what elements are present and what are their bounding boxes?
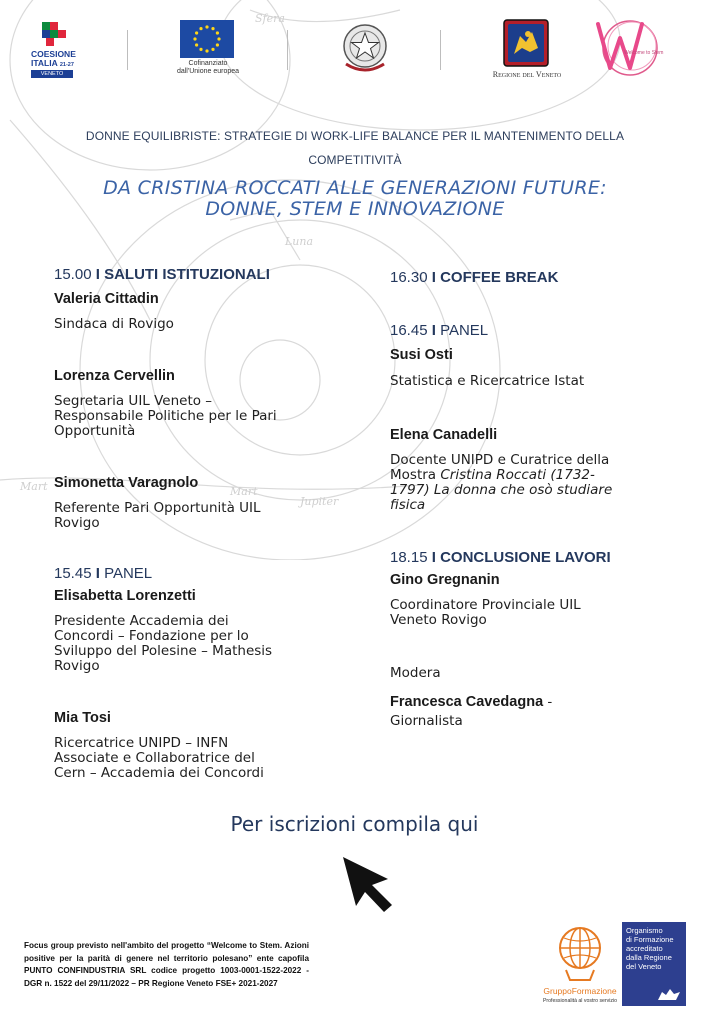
accredit-line: del Veneto xyxy=(626,962,662,971)
speaker-role: Sindaca di Rovigo xyxy=(54,316,174,332)
speaker-role: Giornalista xyxy=(390,713,463,729)
project-note: Focus group previsto nell'ambito del progetto “Welcome to Stem. Azioni positive per la parità di genere nel territorio polesano” ente capofila PUNTO CONFINDUSTRIA SRL codice progetto 1003-0001-1522-2022 - DGR n. 1522 del 29/11/2022 – PR Regione Veneto FSE+ 2021-2027 xyxy=(24,941,309,988)
italian-republic-emblem xyxy=(340,20,390,78)
lion-of-st-mark-icon xyxy=(492,18,562,68)
exhibition-title: fisica xyxy=(390,497,426,513)
speaker-name: Elisabetta Lorenzetti xyxy=(54,588,196,604)
speaker-name: Mia Tosi xyxy=(54,710,111,726)
role-line: Rovigo xyxy=(54,658,100,674)
svg-text:Luna: Luna xyxy=(285,235,314,248)
eu-line2: dall'Unione europea xyxy=(176,68,240,75)
moderator xyxy=(390,691,680,729)
coesione-italia-logo xyxy=(28,20,80,82)
role-line: Presidente Accademia dei xyxy=(54,613,229,629)
accredit-line: dalla Regione xyxy=(626,953,672,962)
gf-name: GruppoFormazione xyxy=(543,986,617,996)
accredit-line: accreditato xyxy=(626,944,663,953)
speaker-name: Valeria Cittadin xyxy=(54,291,159,307)
session-heading: 18.15 I CONCLUSIONE LAVORI xyxy=(390,549,611,566)
role-separator: - xyxy=(543,694,553,710)
coesione-years: 21-27 xyxy=(59,62,74,68)
session-time: 16.45 xyxy=(390,322,428,339)
regione-veneto-logo xyxy=(492,18,562,82)
emblem-star-icon xyxy=(340,20,390,78)
role-line: Docente UNIPD e Curatrice della xyxy=(390,452,610,468)
coesione-region: VENETO xyxy=(31,70,73,78)
role-line: Concordi – Fondazione per lo xyxy=(54,628,249,644)
speaker-role xyxy=(390,598,680,628)
session-title: SALUTI ISTITUZIONALI xyxy=(104,266,270,283)
accredit-line: Organismo xyxy=(626,926,663,935)
role-line: Associate e Collaboratrice del xyxy=(54,750,255,766)
exhibition-title: Cristina Roccati (1732- xyxy=(440,467,595,483)
role-line: Ricercatrice UNIPD – INFN xyxy=(54,735,229,751)
role-line: Segretaria UIL Veneto – xyxy=(54,393,213,409)
cursor-arrow-icon[interactable] xyxy=(340,855,400,915)
program-right-column xyxy=(390,269,680,729)
welcome-to-stem-logo xyxy=(594,16,664,82)
exhibition-title: 1797) La donna che osò studiare xyxy=(390,482,613,498)
event-kicker xyxy=(40,124,670,172)
session-heading: 16.45 I PANEL xyxy=(390,322,489,339)
session-title: PANEL xyxy=(440,322,489,339)
kicker-line2: COMPETITIVITÀ xyxy=(308,153,402,167)
svg-text:Mart: Mart xyxy=(230,485,258,498)
logo-divider xyxy=(287,30,288,70)
speaker-name: Lorenza Cervellin xyxy=(54,368,175,384)
logo-divider xyxy=(440,30,441,70)
speaker-name: Susi Osti xyxy=(390,347,453,363)
program-left-column xyxy=(54,266,344,781)
speaker-role xyxy=(390,453,680,513)
role-line: Opportunità xyxy=(54,423,136,439)
event-headline xyxy=(40,178,670,220)
coesione-line2: ITALIA xyxy=(31,58,58,68)
eu-logo xyxy=(176,20,240,80)
accredit-line: di Formazione xyxy=(626,935,674,944)
speaker-name: Simonetta Varagnolo xyxy=(54,475,199,491)
role-line: Sviluppo del Polesine – Mathesis xyxy=(54,643,273,659)
gruppo-formazione-logo xyxy=(540,922,620,1008)
kicker-line1: DONNE EQUILIBRISTE: STRATEGIE DI WORK-LIFE BALANCE PER IL MANTENIMENTO DELLA xyxy=(85,129,625,143)
logo-bar xyxy=(0,0,709,100)
coesione-mark-icon xyxy=(28,20,80,50)
speaker-name: Elena Canadelli xyxy=(390,427,498,443)
role-line: Veneto Rovigo xyxy=(390,612,487,628)
session-heading: 16.30 I COFFEE BREAK xyxy=(390,269,559,286)
eu-flag-icon xyxy=(180,20,234,58)
role-line: Mostra xyxy=(390,467,441,483)
welcome-w-icon xyxy=(594,16,664,78)
speaker-name: Gino Gregnanin xyxy=(390,572,500,588)
speaker-role xyxy=(54,614,344,674)
session-title: PANEL xyxy=(104,565,153,582)
session-time: 18.15 xyxy=(390,549,428,566)
logo-divider xyxy=(127,30,128,70)
svg-text:Jupiter: Jupiter xyxy=(300,495,339,508)
role-line: Coordinatore Provinciale UIL xyxy=(390,597,581,613)
speaker-role xyxy=(54,394,344,439)
accreditation-badge xyxy=(622,922,686,1006)
session-time: 15.00 xyxy=(54,266,92,283)
svg-text:Mart: Mart xyxy=(20,480,48,493)
lion-icon xyxy=(656,986,682,1002)
role-line: Referente Pari Opportunità UIL xyxy=(54,500,261,516)
session-time: 15.45 xyxy=(54,565,92,582)
coesione-line1: COESIONE xyxy=(31,49,76,59)
eu-line1: Cofinanziato xyxy=(188,60,228,67)
headline-line1: DA CRISTINA ROCCATI ALLE GENERAZIONI FUTURE: xyxy=(103,177,607,199)
speaker-role xyxy=(54,736,344,781)
speaker-role: Statistica e Ricercatrice Istat xyxy=(390,373,585,389)
session-heading: 15.45 I PANEL xyxy=(54,565,153,582)
registration-link[interactable]: Per iscrizioni compila qui xyxy=(230,812,479,836)
session-heading: 15.00 I SALUTI ISTITUZIONALI xyxy=(54,266,270,283)
session-title: CONCLUSIONE LAVORI xyxy=(440,549,611,566)
welcome-label: Welcome to Stem xyxy=(624,50,664,56)
role-line: Responsabile Politiche per le Pari xyxy=(54,408,277,424)
moderator-label: Modera xyxy=(390,665,441,681)
svg-text:Sfera: Sfera xyxy=(255,12,285,25)
speaker-name: Francesca Cavedagna xyxy=(390,694,544,710)
session-time: 16.30 xyxy=(390,269,428,286)
veneto-label: Regione del Veneto xyxy=(492,70,562,79)
headline-line2: DONNE, STEM E INNOVAZIONE xyxy=(205,198,505,220)
role-line: Cern – Accademia dei Concordi xyxy=(54,765,264,781)
session-title: COFFEE BREAK xyxy=(440,269,559,286)
speaker-role xyxy=(54,501,344,531)
globe-icon xyxy=(540,922,620,986)
gf-tagline: Professionalità al vostro servizio xyxy=(542,998,618,1004)
role-line: Rovigo xyxy=(54,515,100,531)
